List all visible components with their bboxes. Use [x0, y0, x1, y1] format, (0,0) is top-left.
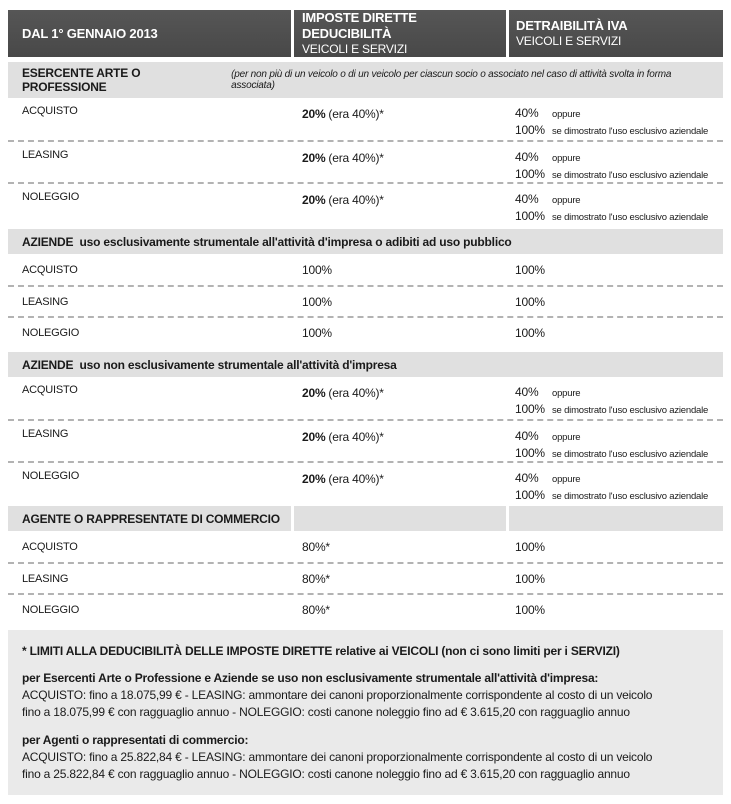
direct-tax-cell: [294, 324, 508, 342]
section-empty-cell: [509, 506, 723, 531]
section-header-aziende-non-strumentale: [8, 352, 723, 377]
row-label: NOLEGGIO: [22, 191, 80, 203]
direct-tax-cell: [294, 470, 508, 503]
iva-note: oppure: [552, 153, 581, 164]
section-header-aziende-strumentale: [8, 229, 723, 254]
row-label: NOLEGGIO: [22, 326, 80, 339]
table-header: [8, 10, 723, 57]
table-row: [8, 254, 723, 285]
header-iva-title: DETRAIBILITÀ IVA: [516, 18, 628, 33]
iva-cell: [508, 428, 723, 461]
direct-tax-cell: [294, 601, 508, 619]
header-cell-imposte-dirette: [294, 10, 506, 57]
direct-tax-previous: (era 40%)*: [328, 386, 384, 400]
iva-alt-value: 100%: [515, 123, 545, 137]
direct-tax-value: 20%: [302, 430, 326, 444]
section-title: AGENTE O RAPPRESENTATE DI COMMERCIO: [22, 511, 280, 526]
iva-alt-value: 100%: [515, 402, 545, 416]
row-label: LEASING: [22, 572, 69, 585]
footnote-line: ACQUISTO: fino a 18.075,99 € - LEASING: ammontare dei canoni proporzionalmente corrispondente al costo di un veicolo: [22, 688, 653, 702]
iva-cell: [508, 149, 723, 182]
direct-tax-value: 80%*: [302, 602, 330, 617]
direct-tax-value: 80%*: [302, 539, 330, 554]
section-rows-aziende-non-strumentale: [8, 377, 723, 503]
direct-tax-cell: [294, 570, 508, 588]
iva-value: 100%: [515, 571, 545, 586]
iva-value: 40%: [515, 106, 539, 120]
iva-value: 100%: [515, 602, 545, 617]
section-title-cell: [8, 506, 291, 531]
direct-tax-value: 20%: [302, 107, 326, 121]
iva-value: 40%: [515, 385, 539, 399]
footnote-line: fino a 18.075,99 € con ragguaglio annuo - NOLEGGIO: costi canone noleggio fino ad € 3.615,20 con ragguaglio annuo: [22, 705, 630, 719]
row-label: NOLEGGIO: [22, 470, 80, 482]
iva-alt-note: se dimostrato l'uso esclusivo aziendale: [552, 449, 709, 460]
footnote-line: ACQUISTO: fino a 25.822,84 € - LEASING: ammontare dei canoni proporzionalmente corrispondente al costo di un veicolo: [22, 750, 653, 764]
table-row: [8, 461, 723, 503]
header-period-label: DAL 1° GENNAIO 2013: [22, 25, 158, 41]
iva-cell: [508, 570, 723, 588]
section-title: AZIENDE uso esclusivamente strumentale all'attività d'impresa o adibiti ad uso pubblico: [22, 234, 512, 249]
footnote-heading: per Agenti o rappresentati di commercio:: [22, 733, 249, 747]
iva-alt-value: 100%: [515, 446, 545, 460]
iva-note: oppure: [552, 474, 581, 485]
iva-alt-value: 100%: [515, 488, 545, 502]
iva-cell: [508, 324, 723, 342]
table-row: [8, 285, 723, 316]
direct-tax-value: 100%: [302, 294, 332, 309]
header-cell-period: [8, 10, 291, 57]
section-note: (per non più di un veicolo o di un veicolo per ciascun socio o associato nel caso di attività svolta in forma associata): [231, 69, 674, 91]
table-row: [8, 593, 723, 624]
iva-cell: [508, 470, 723, 503]
section-header-esercente: [8, 62, 723, 98]
table-row: [8, 531, 723, 562]
table-row: [8, 419, 723, 461]
header-iva-subtitle: VEICOLI E SERVIZI: [516, 34, 622, 48]
iva-cell: [508, 105, 723, 140]
iva-value: 100%: [515, 539, 545, 554]
table-row: [8, 377, 723, 419]
iva-alt-note: se dimostrato l'uso esclusivo aziendale: [552, 405, 709, 416]
footnote-line: fino a 25.822,84 € con ragguaglio annuo - NOLEGGIO: costi canone noleggio fino ad € 3.615,20 con ragguaglio annuo: [22, 767, 630, 781]
iva-value: 40%: [515, 429, 539, 443]
header-imposte-title: IMPOSTE DIRETTE DEDUCIBILITÀ: [302, 10, 417, 41]
direct-tax-previous: (era 40%)*: [328, 472, 384, 486]
section-header-agente: [8, 506, 723, 531]
table-row: [8, 562, 723, 593]
iva-alt-note: se dimostrato l'uso esclusivo aziendale: [552, 170, 709, 181]
iva-cell: [508, 601, 723, 619]
table-row: [8, 140, 723, 182]
iva-value: 40%: [515, 150, 539, 164]
direct-tax-cell: [294, 538, 508, 556]
section-rows-aziende-strumentale: [8, 254, 723, 347]
footnote-heading: per Esercenti Arte o Professione e Aziende se uso non esclusivamente strumentale all'attività d'impresa:: [22, 671, 599, 685]
iva-note: oppure: [552, 432, 581, 443]
iva-value: 100%: [515, 294, 545, 309]
direct-tax-value: 20%: [302, 151, 326, 165]
direct-tax-previous: (era 40%)*: [328, 193, 384, 207]
direct-tax-cell: [294, 261, 508, 279]
row-label: ACQUISTO: [22, 263, 78, 276]
direct-tax-value: 100%: [302, 262, 332, 277]
direct-tax-cell: [294, 149, 508, 182]
section-empty-cell: [294, 506, 506, 531]
direct-tax-cell: [294, 293, 508, 311]
iva-cell: [508, 293, 723, 311]
row-label: ACQUISTO: [22, 540, 78, 553]
section-rows-esercente: [8, 98, 723, 224]
iva-cell: [508, 538, 723, 556]
row-label: LEASING: [22, 295, 69, 308]
direct-tax-cell: [294, 428, 508, 461]
section-rows-agente: [8, 531, 723, 624]
direct-tax-value: 20%: [302, 472, 326, 486]
iva-alt-value: 100%: [515, 209, 545, 223]
row-label: ACQUISTO: [22, 384, 78, 396]
footnotes-panel: [8, 630, 723, 795]
footnote-block-esercenti: [22, 670, 709, 721]
row-label: NOLEGGIO: [22, 603, 80, 616]
iva-value: 100%: [515, 325, 545, 340]
direct-tax-cell: [294, 384, 508, 419]
iva-note: oppure: [552, 388, 581, 399]
iva-note: oppure: [552, 109, 581, 120]
table-row: [8, 316, 723, 347]
footnote-title: * LIMITI ALLA DEDUCIBILITÀ DELLE IMPOSTE DIRETTE relative ai VEICOLI (non ci sono limiti per i SERVIZI): [22, 644, 620, 658]
iva-cell: [508, 191, 723, 224]
direct-tax-value: 100%: [302, 325, 332, 340]
direct-tax-value: 80%*: [302, 571, 330, 586]
iva-cell: [508, 384, 723, 419]
table-row: [8, 182, 723, 224]
footnote-block-agenti: [22, 732, 709, 783]
direct-tax-value: 20%: [302, 193, 326, 207]
table-row: [8, 98, 723, 140]
row-label: ACQUISTO: [22, 105, 78, 117]
row-label: LEASING: [22, 428, 69, 440]
iva-note: oppure: [552, 195, 581, 206]
header-cell-detraibilita-iva: [509, 10, 723, 57]
section-title: AZIENDE uso non esclusivamente strumentale all'attività d'impresa: [22, 357, 397, 372]
row-label: LEASING: [22, 149, 69, 161]
iva-value: 100%: [515, 262, 545, 277]
direct-tax-previous: (era 40%)*: [328, 430, 384, 444]
iva-alt-note: se dimostrato l'uso esclusivo aziendale: [552, 212, 709, 223]
iva-value: 40%: [515, 471, 539, 485]
iva-alt-note: se dimostrato l'uso esclusivo aziendale: [552, 491, 709, 502]
direct-tax-previous: (era 40%)*: [328, 151, 384, 165]
direct-tax-cell: [294, 191, 508, 224]
iva-alt-note: se dimostrato l'uso esclusivo aziendale: [552, 126, 709, 137]
direct-tax-cell: [294, 105, 508, 140]
header-imposte-subtitle: VEICOLI E SERVIZI: [302, 42, 408, 56]
iva-cell: [508, 261, 723, 279]
iva-alt-value: 100%: [515, 167, 545, 181]
direct-tax-value: 20%: [302, 386, 326, 400]
section-title: ESERCENTE ARTE O PROFESSIONE: [22, 66, 144, 94]
direct-tax-previous: (era 40%)*: [328, 107, 384, 121]
iva-value: 40%: [515, 192, 539, 206]
